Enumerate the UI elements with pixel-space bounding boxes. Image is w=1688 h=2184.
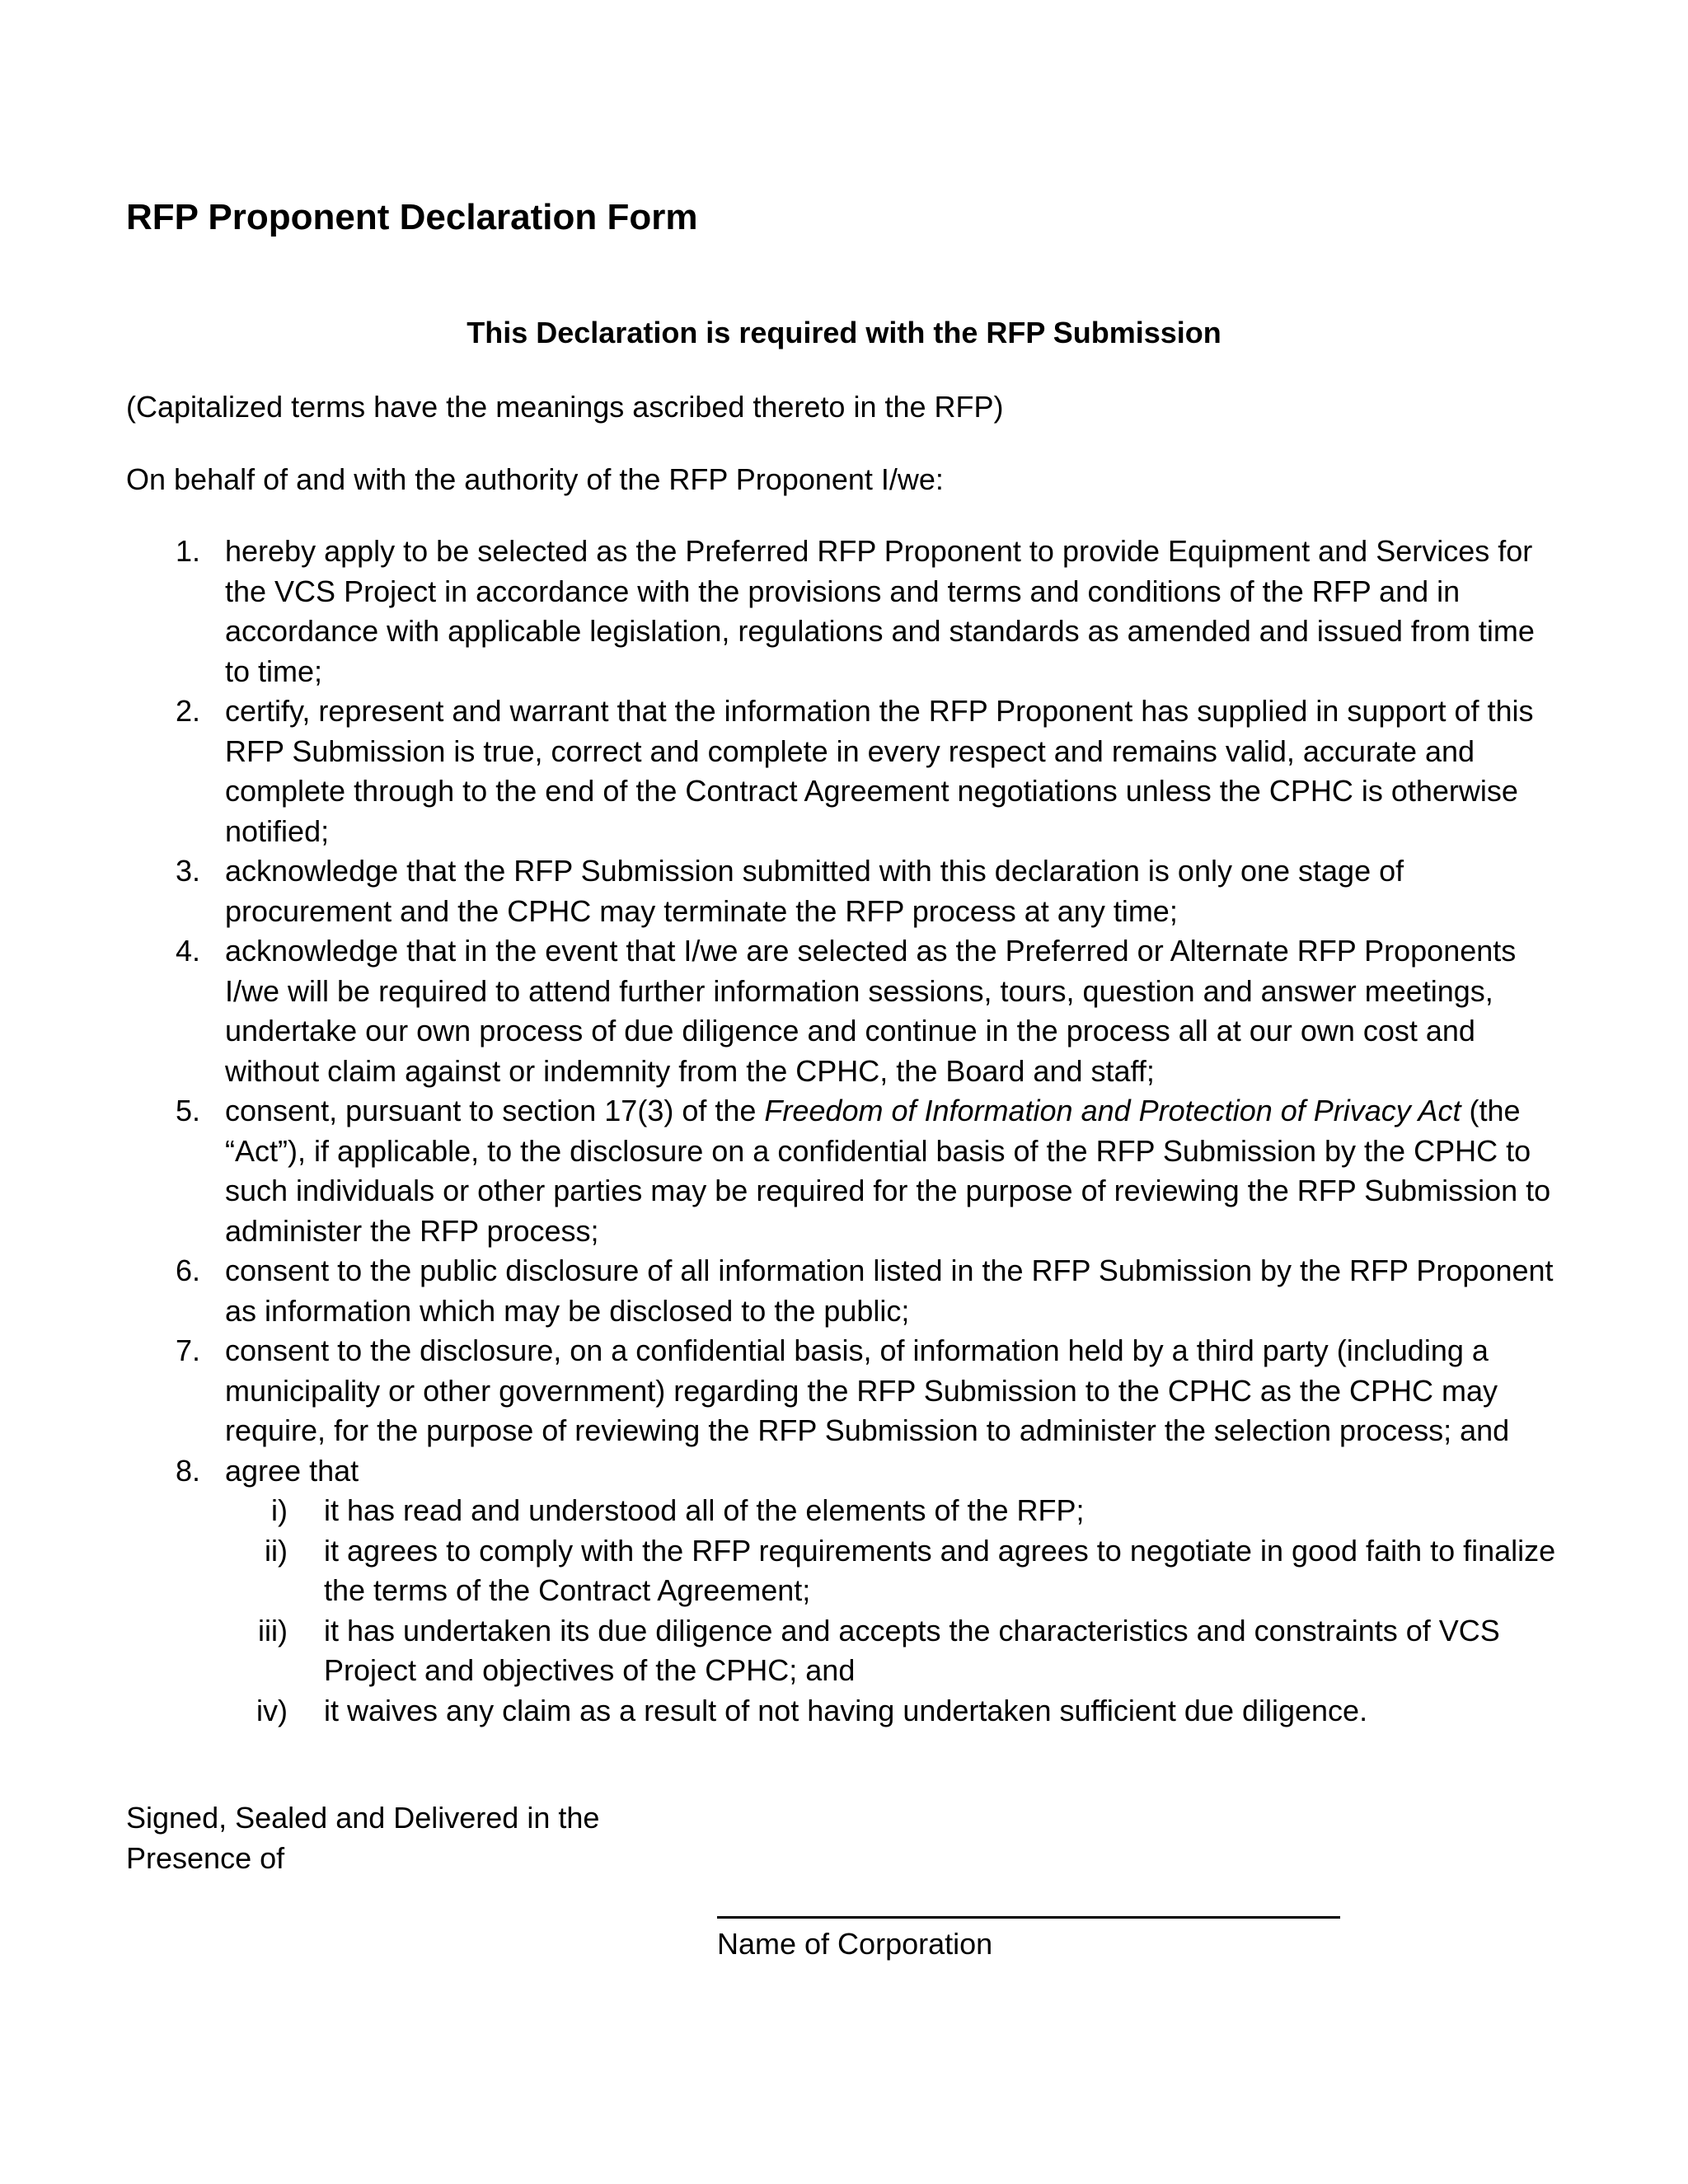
declaration-list <box>126 532 1560 1731</box>
list-item-text: consent to the disclosure, on a confidential basis, of information held by a third party (including a municipality or other government) regarding the RFP Submission to the CPHC as the CPHC may require, for the purpose of reviewing the RFP Submission to administer the selection process; and <box>225 1333 1510 1447</box>
signature-caption: Name of Corporation <box>717 1927 993 1961</box>
list-item-text: hereby apply to be selected as the Preferred RFP Proponent to provide Equipment and Services for the VCS Project in accordance with the provisions and terms and conditions of the RFP and in accordance with applicable legislation, regulations and standards as amended and issued from time to time; <box>225 534 1535 688</box>
sublist-item-text: it has read and understood all of the elements of the RFP; <box>324 1493 1085 1527</box>
list-item <box>126 532 1560 691</box>
list-item-number: 3. <box>175 854 200 888</box>
sublist-item-number: iii) <box>258 1613 288 1647</box>
list-item-number: 4. <box>175 934 200 968</box>
act-name-italic: Freedom of Information and Protection of Privacy Act <box>764 1094 1461 1127</box>
list-item-text: acknowledge that the RFP Submission submitted with this declaration is only one stage of procurement and the CPHC may terminate the RFP process at any time; <box>225 854 1404 928</box>
list-item <box>126 1451 1560 1492</box>
intro-paragraph: On behalf of and with the authority of the RFP Proponent I/we: <box>126 462 944 496</box>
item-text-after: (the “Act”), if applicable, to the disclosure on a confidential basis of the RFP Submission by the CPHC to such individuals or other parties may be required for the purpose of reviewing the RFP Submission to administer the RFP process; <box>225 1094 1551 1248</box>
agree-sublist <box>126 1491 1560 1731</box>
list-item-text: acknowledge that in the event that I/we are selected as the Preferred or Alternate RFP Proponents I/we will be required to attend further information sessions, tours, question and answer meetings, undertake our own process of due diligence and continue in the process all at our own cost and without claim against or indemnity from the CPHC, the Board and staff; <box>225 934 1517 1088</box>
sublist-item-text: it waives any claim as a result of not having undertaken sufficient due diligence. <box>324 1693 1368 1727</box>
signed-sealed-text: Signed, Sealed and Delivered in the Presence of <box>126 1801 600 1875</box>
sublist-item <box>126 1531 1560 1611</box>
list-item <box>126 851 1560 931</box>
list-item <box>126 1251 1560 1331</box>
list-item <box>126 691 1560 851</box>
list-item-text: agree that <box>225 1453 359 1488</box>
list-item <box>126 931 1560 1091</box>
list-item-text <box>225 1091 1560 1251</box>
list-item-number: 5. <box>175 1094 200 1127</box>
list-item-text: consent to the public disclosure of all information listed in the RFP Submission by the RFP Proponent as information which may be disclosed to the public; <box>225 1254 1554 1328</box>
sublist-item-number: ii) <box>265 1533 288 1568</box>
list-item-text: certify, represent and warrant that the information the RFP Proponent has supplied in support of this RFP Submission is true, correct and complete in every respect and remains valid, accurate and complete through to the end of the Contract Agreement negotiations unless the CPHC is otherwise notified; <box>225 694 1534 848</box>
list-item <box>126 1331 1560 1451</box>
sublist-item-number: iv) <box>256 1693 288 1727</box>
declaration-subtitle: This Declaration is required with the RFP Submission <box>467 316 1221 349</box>
sublist-item <box>126 1691 1560 1732</box>
capitalized-terms-note: (Capitalized terms have the meanings ascribed thereto in the RFP) <box>126 390 1004 424</box>
list-item-number: 2. <box>175 694 200 728</box>
sublist-item-text: it has undertaken its due diligence and accepts the characteristics and constraints of VCS Project and objectives of the CPHC; and <box>324 1613 1500 1687</box>
item-text-before: consent, pursuant to section 17(3) of the <box>225 1094 765 1127</box>
list-item-number: 7. <box>175 1333 200 1367</box>
sublist-item <box>126 1491 1560 1531</box>
sublist-container <box>126 1491 1560 1731</box>
list-item-number: 1. <box>175 534 200 568</box>
sublist-item-number: i) <box>271 1493 288 1527</box>
signature-line[interactable] <box>717 1916 1340 1919</box>
list-item <box>126 1091 1560 1251</box>
page-title: RFP Proponent Declaration Form <box>126 197 698 237</box>
sublist-item <box>126 1611 1560 1691</box>
sublist-item-text: it agrees to comply with the RFP requirements and agrees to negotiate in good faith to finalize the terms of the Contract Agreement; <box>324 1533 1556 1607</box>
list-item-number: 6. <box>175 1254 200 1287</box>
list-item-number: 8. <box>175 1453 200 1488</box>
